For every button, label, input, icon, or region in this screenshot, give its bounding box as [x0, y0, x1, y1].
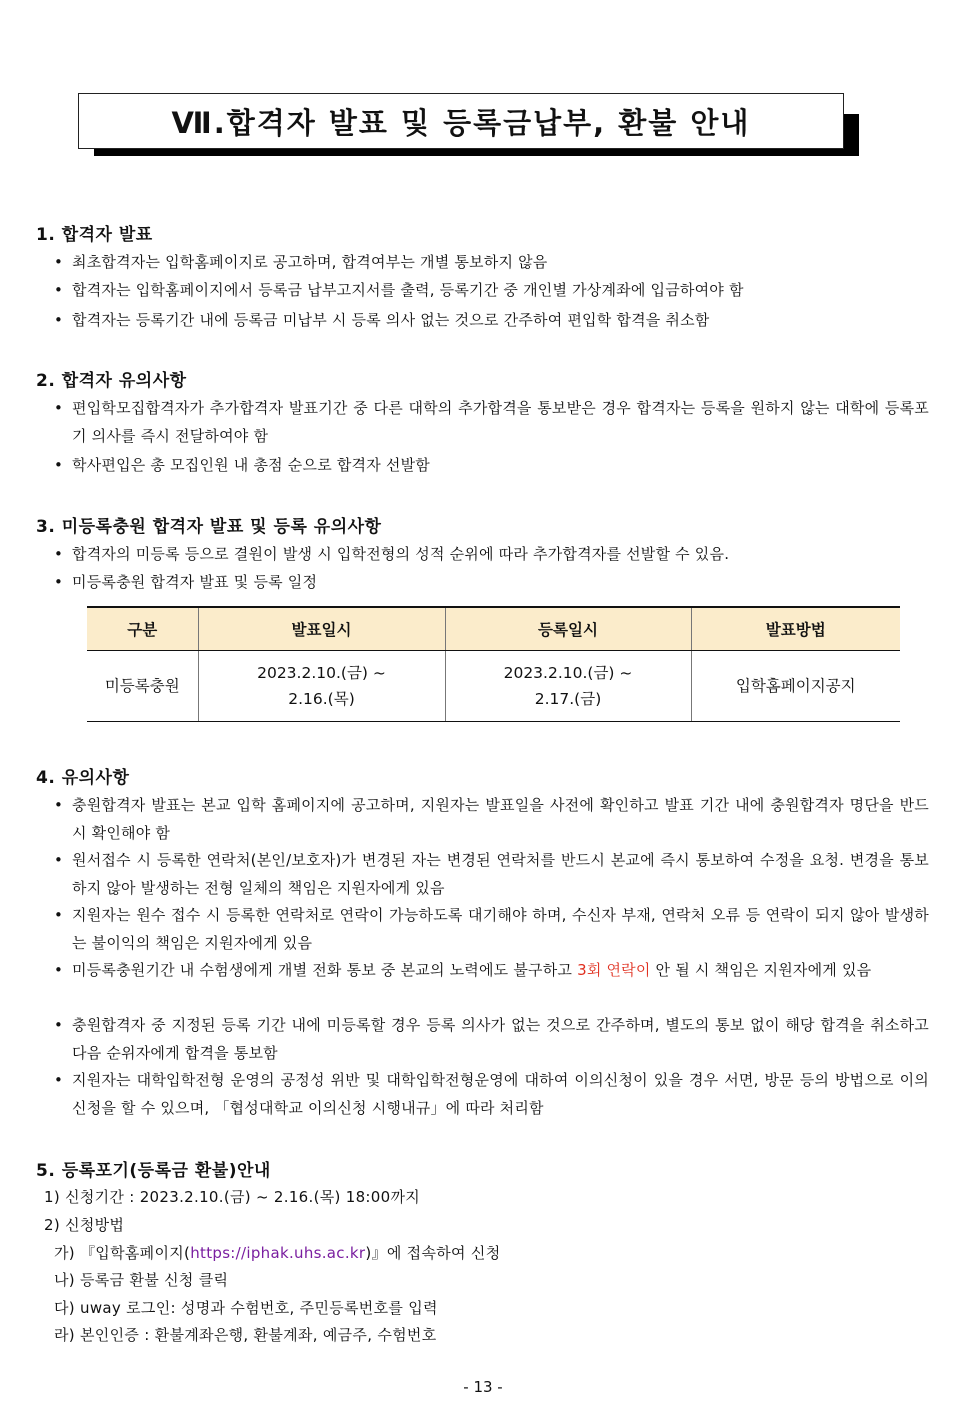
list-item: • 편입학모집합격자가 추가합격자 발표기간 중 다른 대학의 추가합격을 통보받은 경우 합격자는 등록을 원하지 않는 대학에 등록포기 의사를 즉시 전달하여야 함: [54, 399, 929, 445]
table-header-cell: 발표방법: [691, 607, 900, 651]
list-item: • 미등록충원 합격자 발표 및 등록 일정: [54, 573, 318, 591]
list-item: • 충원합격자 발표는 본교 입학 홈페이지에 공고하며, 지원자는 발표일을 사전에 확인하고 발표 기간 내에 충원합격자 명단을 반드시 확인해야 함: [54, 796, 929, 842]
refund-step-a: 가) 『입학홈페이지(https://iphak.uhs.ac.kr)』에 접속하여 신청: [54, 1244, 501, 1262]
section-5-heading: 5. 등록포기(등록금 환불)안내: [36, 1161, 271, 1181]
list-item: • 미등록충원기간 내 수험생에게 개별 전화 통보 중 본교의 노력에도 불구하고 3회 연락이 안 될 시 책임은 지원자에게 있음: [54, 961, 872, 979]
section-3-heading: 3. 미등록충원 합격자 발표 및 등록 유의사항: [36, 517, 382, 537]
table-cell: 입학홈페이지공지: [691, 651, 900, 722]
homepage-link[interactable]: https://iphak.uhs.ac.kr: [190, 1244, 366, 1262]
list-item: • 합격자는 입학홈페이지에서 등록금 납부고지서를 출력, 등록기간 중 개인별 가상계좌에 입금하여야 함: [54, 281, 744, 299]
refund-step-c: 다) uway 로그인: 성명과 수험번호, 주민등록번호를 입력: [54, 1299, 438, 1317]
schedule-table: [87, 606, 900, 722]
list-item: • 원서접수 시 등록한 연락처(본인/보호자)가 변경된 자는 변경된 연락처를 반드시 본교에 즉시 통보하여 수정을 요청. 변경을 통보하지 않아 발생하는 전형 일체의 책임은 지원자에게 있음: [54, 851, 929, 897]
table-header-cell: 구분: [87, 607, 198, 651]
page-number: - 13 -: [463, 1378, 503, 1396]
highlight-text: 3회 연락이: [577, 961, 651, 979]
table-cell: 2023.2.10.(금) ~ 2.16.(목): [198, 651, 445, 722]
table-header-cell: 발표일시: [198, 607, 445, 651]
refund-step-d: 라) 본인인증 : 환불계좌은행, 환불계좌, 예금주, 수험번호: [54, 1326, 437, 1344]
table-header-row: [87, 607, 900, 651]
table-cell: 미등록충원: [87, 651, 198, 722]
table-header-cell: 등록일시: [445, 607, 691, 651]
list-item: • 최초합격자는 입학홈페이지로 공고하며, 합격여부는 개별 통보하지 않음: [54, 253, 548, 271]
table-row: [87, 651, 900, 722]
list-item: • 합격자는 등록기간 내에 등록금 미납부 시 등록 의사 없는 것으로 간주하여 편입학 합격을 취소함: [54, 311, 710, 329]
list-item: • 합격자의 미등록 등으로 결원이 발생 시 입학전형의 성적 순위에 따라 추가합격자를 선발할 수 있음.: [54, 545, 730, 563]
list-item: • 충원합격자 중 지정된 등록 기간 내에 미등록할 경우 등록 의사가 없는 것으로 간주하며, 별도의 통보 없이 해당 합격을 취소하고 다음 순위자에게 합격을 통보함: [54, 1016, 929, 1062]
list-item: • 지원자는 대학입학전형 운영의 공정성 위반 및 대학입학전형운영에 대하여 이의신청이 있을 경우 서면, 방문 등의 방법으로 이의신청을 할 수 있으며, 「협성대학교 이의신청 시행내규」에 따라 처리함: [54, 1071, 929, 1117]
list-item: • 학사편입은 총 모집인원 내 총점 순으로 합격자 선발함: [54, 456, 430, 474]
list-item: • 지원자는 원수 접수 시 등록한 연락처로 연락이 가능하도록 대기해야 하며, 수신자 부재, 연락처 오류 등 연락이 되지 않아 발생하는 불이익의 책임은 지원자에게 있음: [54, 906, 929, 952]
refund-period: 1) 신청기간 : 2023.2.10.(금) ~ 2.16.(목) 18:00까지: [44, 1188, 421, 1206]
table-cell: 2023.2.10.(금) ~ 2.17.(금): [445, 651, 691, 722]
refund-step-b: 나) 등록금 환불 신청 클릭: [54, 1271, 229, 1289]
page-title: Ⅶ.합격자 발표 및 등록금납부, 환불 안내: [78, 93, 844, 149]
section-4-heading: 4. 유의사항: [36, 768, 130, 788]
section-1-heading: 1. 합격자 발표: [36, 225, 153, 245]
section-2-heading: 2. 합격자 유의사항: [36, 371, 187, 391]
refund-method-label: 2) 신청방법: [44, 1216, 125, 1234]
